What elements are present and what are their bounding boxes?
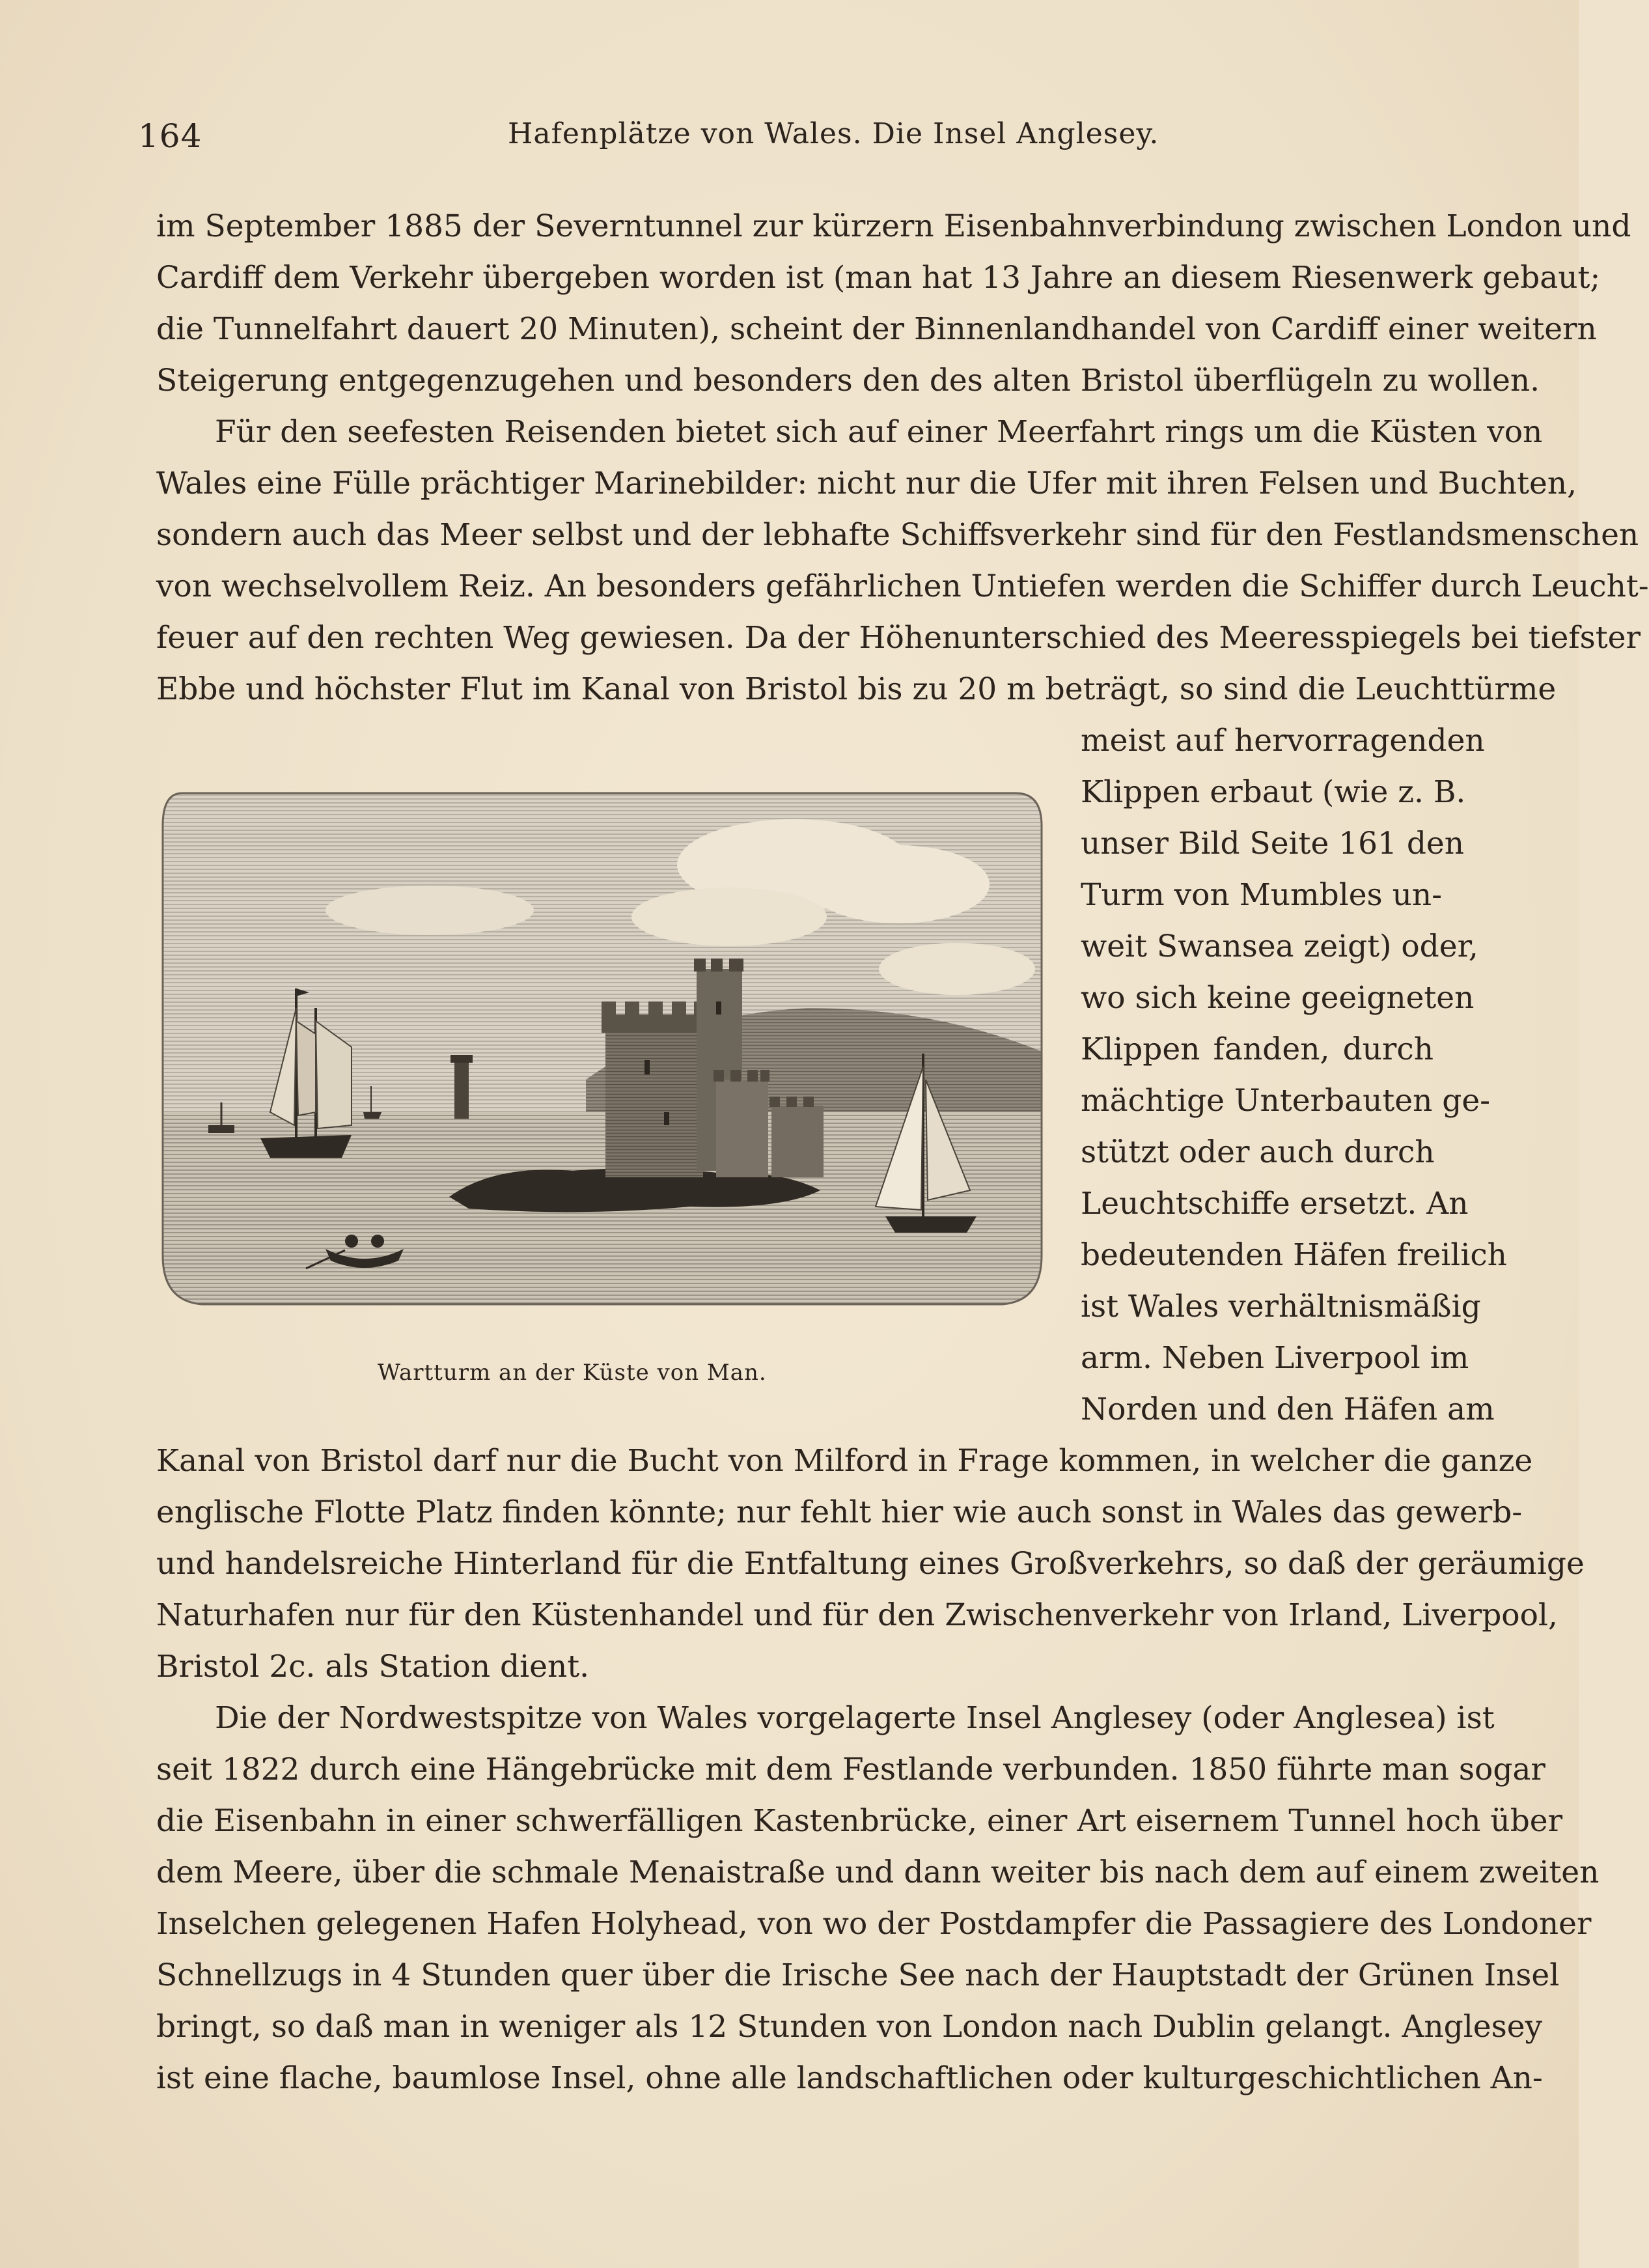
text-line-side: ist Wales verhältnismäßig bbox=[1081, 1289, 1481, 1324]
text-line: Kanal von Bristol darf nur die Bucht von Milford in Frage kommen, in welcher die ganze bbox=[156, 1443, 1533, 1479]
text-line: Bristol 2c. als Station dient. bbox=[156, 1649, 590, 1685]
text-line: und handelsreiche Hinterland für die Entfaltung eines Großverkehrs, so daß der geräumige bbox=[156, 1546, 1585, 1582]
text-line-side: arm. Neben Liverpool im bbox=[1081, 1340, 1469, 1376]
text-line: Steigerung entgegenzugehen und besonders den des alten Bristol überflügeln zu wollen. bbox=[156, 363, 1540, 399]
text-line: Für den seefesten Reisenden bietet sich auf einer Meerfahrt rings um die Küsten von bbox=[215, 414, 1543, 450]
engraving-illustration bbox=[156, 774, 1047, 1314]
text-line: Inselchen gelegenen Hafen Holyhead, von wo der Postdampfer die Passagiere des Londoner bbox=[156, 1906, 1592, 1942]
text-line: dem Meere, über die schmale Menaistraße und dann weiter bis nach dem auf einem zweiten bbox=[156, 1855, 1600, 1890]
text-line: englische Flotte Platz finden könnte; nur fehlt hier wie auch sonst in Wales das gewerb- bbox=[156, 1494, 1523, 1530]
text-line-side: unser Bild Seite 161 den bbox=[1081, 826, 1465, 861]
text-line-side: Turm von Mumbles un- bbox=[1081, 877, 1443, 913]
text-line: Schnellzugs in 4 Stunden quer über die Irische See nach der Hauptstadt der Grünen Insel bbox=[156, 1957, 1560, 1993]
text-line-side: Leuchtschiffe ersetzt. An bbox=[1081, 1186, 1469, 1222]
text-line: sondern auch das Meer selbst und der lebhafte Schiffsverkehr sind für den Festlandsmenschen bbox=[156, 517, 1639, 553]
text-line: ist eine flache, baumlose Insel, ohne alle landschaftlichen oder kulturgeschichtlichen An- bbox=[156, 2060, 1543, 2096]
text-line-side: stützt oder auch durch bbox=[1081, 1134, 1435, 1170]
text-line-side: weit Swansea zeigt) oder, bbox=[1081, 929, 1478, 964]
running-title: Hafenplätze von Wales. Die Insel Anglesey. bbox=[508, 117, 1159, 150]
page-number: 164 bbox=[138, 117, 202, 155]
text-line: die Eisenbahn in einer schwerfälligen Kastenbrücke, einer Art eisernem Tunnel hoch über bbox=[156, 1803, 1563, 1839]
text-line: bringt, so daß man in weniger als 12 Stunden von London nach Dublin gelangt. Anglesey bbox=[156, 2009, 1543, 2045]
text-line: Wales eine Fülle prächtiger Marinebilder: nicht nur die Ufer mit ihren Felsen und Buchten, bbox=[156, 466, 1577, 501]
text-line-side: wo sich keine geeigneten bbox=[1081, 980, 1475, 1016]
text-line: die Tunnelfahrt dauert 20 Minuten), scheint der Binnenlandhandel von Cardiff einer weitern bbox=[156, 311, 1597, 347]
text-line: von wechselvollem Reiz. An besonders gefährlichen Untiefen werden die Schiffer durch Leucht- bbox=[156, 568, 1649, 604]
text-line: feuer auf den rechten Weg gewiesen. Da der Höhenunterschied des Meeresspiegels bei tiefster bbox=[156, 620, 1641, 656]
text-line-side: Norden und den Häfen am bbox=[1081, 1392, 1495, 1427]
text-line-side: mächtige Unterbauten ge- bbox=[1081, 1083, 1491, 1119]
text-line-side: Klippen fanden, durch bbox=[1081, 1031, 1434, 1067]
text-line: Cardiff dem Verkehr übergeben worden ist (man hat 13 Jahre an diesem Riesenwerk gebaut; bbox=[156, 260, 1601, 296]
text-line: Die der Nordwestspitze von Wales vorgelagerte Insel Anglesey (oder Anglesea) ist bbox=[215, 1700, 1495, 1736]
engraving-watchtower bbox=[156, 774, 1047, 1314]
text-line: Ebbe und höchster Flut im Kanal von Bristol bis zu 20 m beträgt, so sind die Leuchttürme bbox=[156, 671, 1557, 707]
text-line: seit 1822 durch eine Hängebrücke mit dem Festlande verbunden. 1850 führte man sogar bbox=[156, 1752, 1545, 1787]
text-line-side: meist auf hervorragenden bbox=[1081, 723, 1485, 759]
text-line: Naturhafen nur für den Küstenhandel und für den Zwischenverkehr von Irland, Liverpool, bbox=[156, 1597, 1558, 1633]
text-line: im September 1885 der Severntunnel zur kürzern Eisenbahnverbindung zwischen London und bbox=[156, 208, 1631, 244]
text-line-side: Klippen erbaut (wie z. B. bbox=[1081, 774, 1466, 810]
figure-caption: Wartturm an der Küste von Man. bbox=[378, 1360, 767, 1386]
text-line-side: bedeutenden Häfen freilich bbox=[1081, 1237, 1507, 1273]
